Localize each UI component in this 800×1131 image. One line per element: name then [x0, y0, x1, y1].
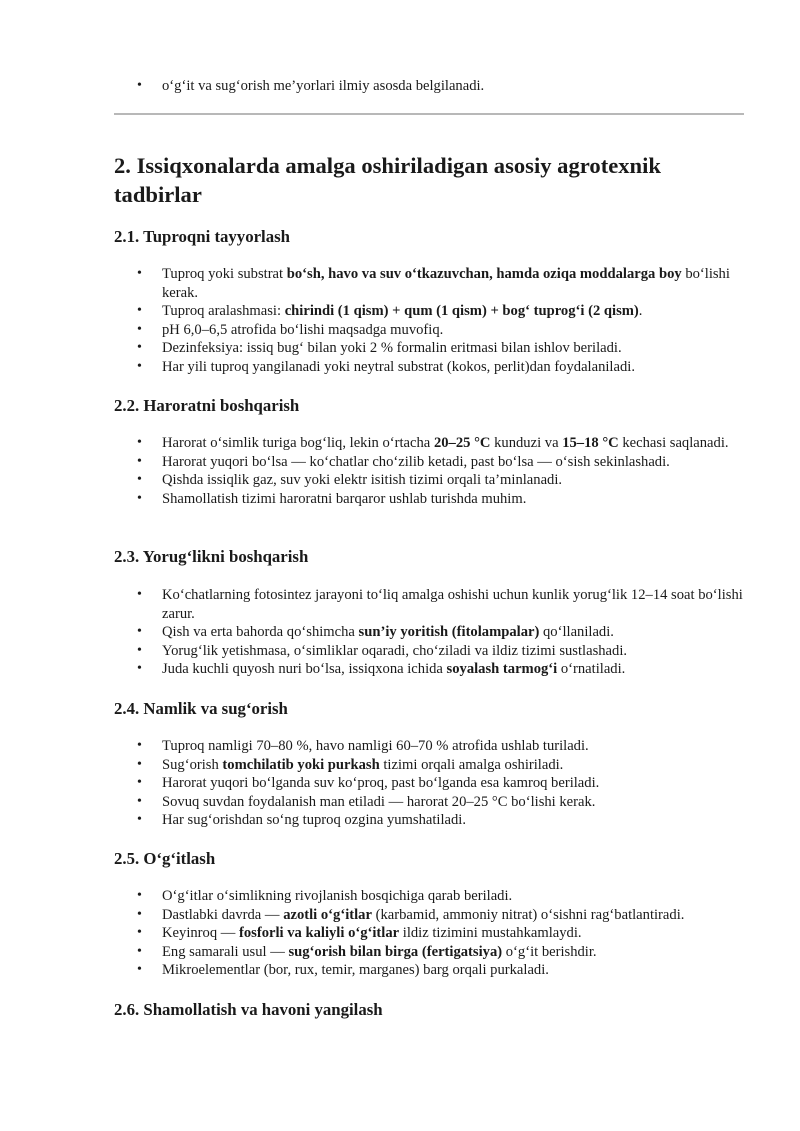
item-text: Eng samarali usul —	[162, 943, 289, 960]
bullet-icon: •	[137, 925, 142, 941]
item-bold-text: fosforli va kaliyli o‘g‘itlar	[239, 925, 400, 942]
list-item	[114, 77, 754, 96]
list-item	[114, 811, 754, 830]
bullet-icon: •	[137, 266, 142, 281]
bullet-icon: •	[137, 793, 142, 809]
list-item	[114, 887, 754, 906]
bullet-icon: •	[137, 490, 142, 506]
bullet-icon: •	[137, 303, 142, 319]
section-list-2-1	[114, 265, 754, 377]
item-text: Yorug‘lik yetishmasa, o‘simliklar oqaradi, cho‘ziladi va ildiz tizimi sustlashadi.	[162, 642, 628, 659]
list-item	[114, 961, 754, 980]
item-text: Har sug‘orishdan so‘ng tuproq ozgina yumshatiladi.	[162, 812, 466, 829]
item-text: kunduzi va	[490, 435, 563, 451]
list-item	[114, 793, 754, 812]
item-text: Juda kuchli quyosh nuri bo‘lsa, issiqxona ichida	[162, 661, 447, 678]
bullet-icon: •	[137, 943, 142, 959]
list-item	[114, 737, 754, 756]
bullet-icon: •	[137, 321, 142, 337]
bullet-icon: •	[137, 78, 142, 93]
top-bullet-list	[114, 77, 754, 96]
item-text: tizimi orqali amalga oshiriladi.	[379, 756, 564, 773]
item-bold-text: sun’iy yoritish (fitolampalar)	[358, 624, 540, 641]
item-text: Sovuq suvdan foydalanish man etiladi — harorat 20–25 °C bo‘lishi kerak.	[162, 793, 596, 810]
bullet-icon: •	[137, 624, 142, 640]
item-text: Harorat o‘simlik turiga bog‘liq, lekin o‘rtacha	[162, 435, 434, 451]
list-item	[114, 774, 754, 793]
bullet-icon: •	[137, 888, 142, 903]
item-bold-text: 15–18 °C	[562, 435, 619, 451]
list-item	[114, 924, 754, 943]
item-text: (karbamid, ammoniy nitrat) o‘sishni rag‘batlantiradi.	[371, 906, 685, 923]
list-item	[114, 358, 754, 377]
item-bold-text: azotli o‘g‘itlar	[283, 906, 372, 923]
list-item	[114, 490, 754, 509]
item-text: Ko‘chatlarning fotosintez jarayoni to‘liq amalga oshishi uchun kunlik yorug‘lik 12–14 soat bo‘lishi zarur.	[162, 587, 743, 622]
item-text: Harorat yuqori bo‘lganda suv ko‘proq, past bo‘lganda esa kamroq beriladi.	[162, 775, 600, 792]
list-item	[114, 642, 754, 661]
list-item	[114, 660, 754, 679]
section-heading-2-4: 2.4. Namlik va sug‘orish	[114, 699, 288, 718]
item-text: Har yili tuproq yangilanadi yoki neytral substrat (kokos, perlit)dan foydalaniladi.	[162, 358, 635, 375]
bullet-icon: •	[137, 472, 142, 488]
item-text: qo‘llaniladi.	[539, 624, 614, 641]
item-text: Tuproq namligi 70–80 %, havo namligi 60–70 % atrofida ushlab turiladi.	[162, 738, 589, 754]
item-text: o‘rnatiladi.	[557, 661, 626, 678]
list-item	[114, 943, 754, 962]
item-bold-text: sug‘orish bilan birga (fertigatsiya)	[288, 943, 503, 960]
section-heading-2-5: 2.5. O‘g‘itlash	[114, 849, 216, 868]
section-heading-2-1: 2.1. Tuproqni tayyorlash	[114, 227, 290, 246]
item-text: Tuproq yoki substrat	[162, 266, 287, 282]
item-text: Sug‘orish	[162, 756, 223, 773]
item-text: Dezinfeksiya: issiq bug‘ bilan yoki 2 % formalin eritmasi bilan ishlov beriladi.	[162, 340, 622, 357]
item-text: pH 6,0–6,5 atrofida bo‘lishi maqsadga muvofiq.	[162, 321, 444, 338]
item-text: ildiz tizimini mustahkamlaydi.	[399, 925, 582, 942]
item-text: .	[638, 303, 643, 320]
list-item	[114, 623, 754, 642]
bullet-icon: •	[137, 435, 142, 450]
bullet-icon: •	[137, 756, 142, 772]
top-bullet-text: o‘g‘it va sug‘orish me’yorlari ilmiy asosda belgilanadi.	[162, 78, 485, 94]
bullet-icon: •	[137, 775, 142, 791]
section-list-2-3	[114, 586, 754, 679]
section-heading-2-2: 2.2. Haroratni boshqarish	[114, 396, 300, 415]
bullet-icon: •	[137, 340, 142, 356]
bullet-icon: •	[137, 812, 142, 828]
list-item	[114, 586, 754, 623]
item-text: Dastlabki davrda —	[162, 906, 284, 923]
bullet-icon: •	[137, 358, 142, 374]
item-text: bo‘lishi kerak.	[162, 266, 730, 301]
section-list-2-2	[114, 434, 754, 508]
item-text: o‘g‘it berishdir.	[502, 943, 597, 960]
section-list-2-5	[114, 887, 754, 980]
list-item	[114, 434, 754, 453]
section-heading-2-6: 2.6. Shamollatish va havoni yangilash	[114, 1000, 383, 1019]
bullet-icon: •	[137, 962, 142, 978]
section-heading-2-3: 2.3. Yorug‘likni boshqarish	[114, 547, 309, 566]
bullet-icon: •	[137, 453, 142, 469]
bullet-icon: •	[137, 906, 142, 922]
item-text: Tuproq aralashmasi:	[162, 303, 285, 320]
item-text: O‘g‘itlar o‘simlikning rivojlanish bosqichiga qarab beriladi.	[162, 888, 513, 904]
item-text: Mikroelementlar (bor, rux, temir, marganes) barg orqali purkaladi.	[162, 962, 549, 979]
list-item	[114, 471, 754, 490]
list-item	[114, 302, 754, 321]
bullet-icon: •	[137, 587, 142, 602]
item-text: kechasi saqlanadi.	[618, 435, 729, 451]
item-text: Shamollatish tizimi haroratni barqaror ushlab turishda muhim.	[162, 490, 527, 507]
bullet-icon: •	[137, 642, 142, 658]
list-item	[114, 453, 754, 472]
section-list-2-4	[114, 737, 754, 830]
list-item	[114, 339, 754, 358]
list-item	[114, 756, 754, 775]
item-text: Qish va erta bahorda qo‘shimcha	[162, 624, 359, 641]
list-item	[114, 906, 754, 925]
item-bold-text: bo‘sh, havo va suv o‘tkazuvchan, hamda oziqa moddalarga boy	[286, 266, 682, 282]
item-bold-text: 20–25 °C	[433, 435, 491, 451]
item-bold-text: soyalash tarmog‘i	[446, 661, 558, 678]
bullet-icon: •	[137, 738, 142, 753]
item-bold-text: tomchilatib yoki purkash	[222, 756, 380, 773]
item-bold-text: chirindi (1 qism) + qum (1 qism) + bog‘ tuprog‘i (2 qism)	[284, 303, 639, 320]
item-text: Qishda issiqlik gaz, suv yoki elektr isitish tizimi orqali ta’minlanadi.	[162, 472, 563, 489]
item-text: Harorat yuqori bo‘lsa — ko‘chatlar cho‘zilib ketadi, past bo‘lsa — o‘sish sekinlashadi.	[162, 453, 670, 470]
item-text: Keyinroq —	[162, 925, 240, 942]
bullet-icon: •	[137, 661, 142, 677]
list-item	[114, 265, 754, 302]
list-item	[114, 321, 754, 340]
horizontal-divider	[114, 113, 744, 115]
main-section-title: 2. Issiqxonalarda amalga oshiriladigan asosiy agrotexnik tadbirlar	[114, 153, 661, 207]
